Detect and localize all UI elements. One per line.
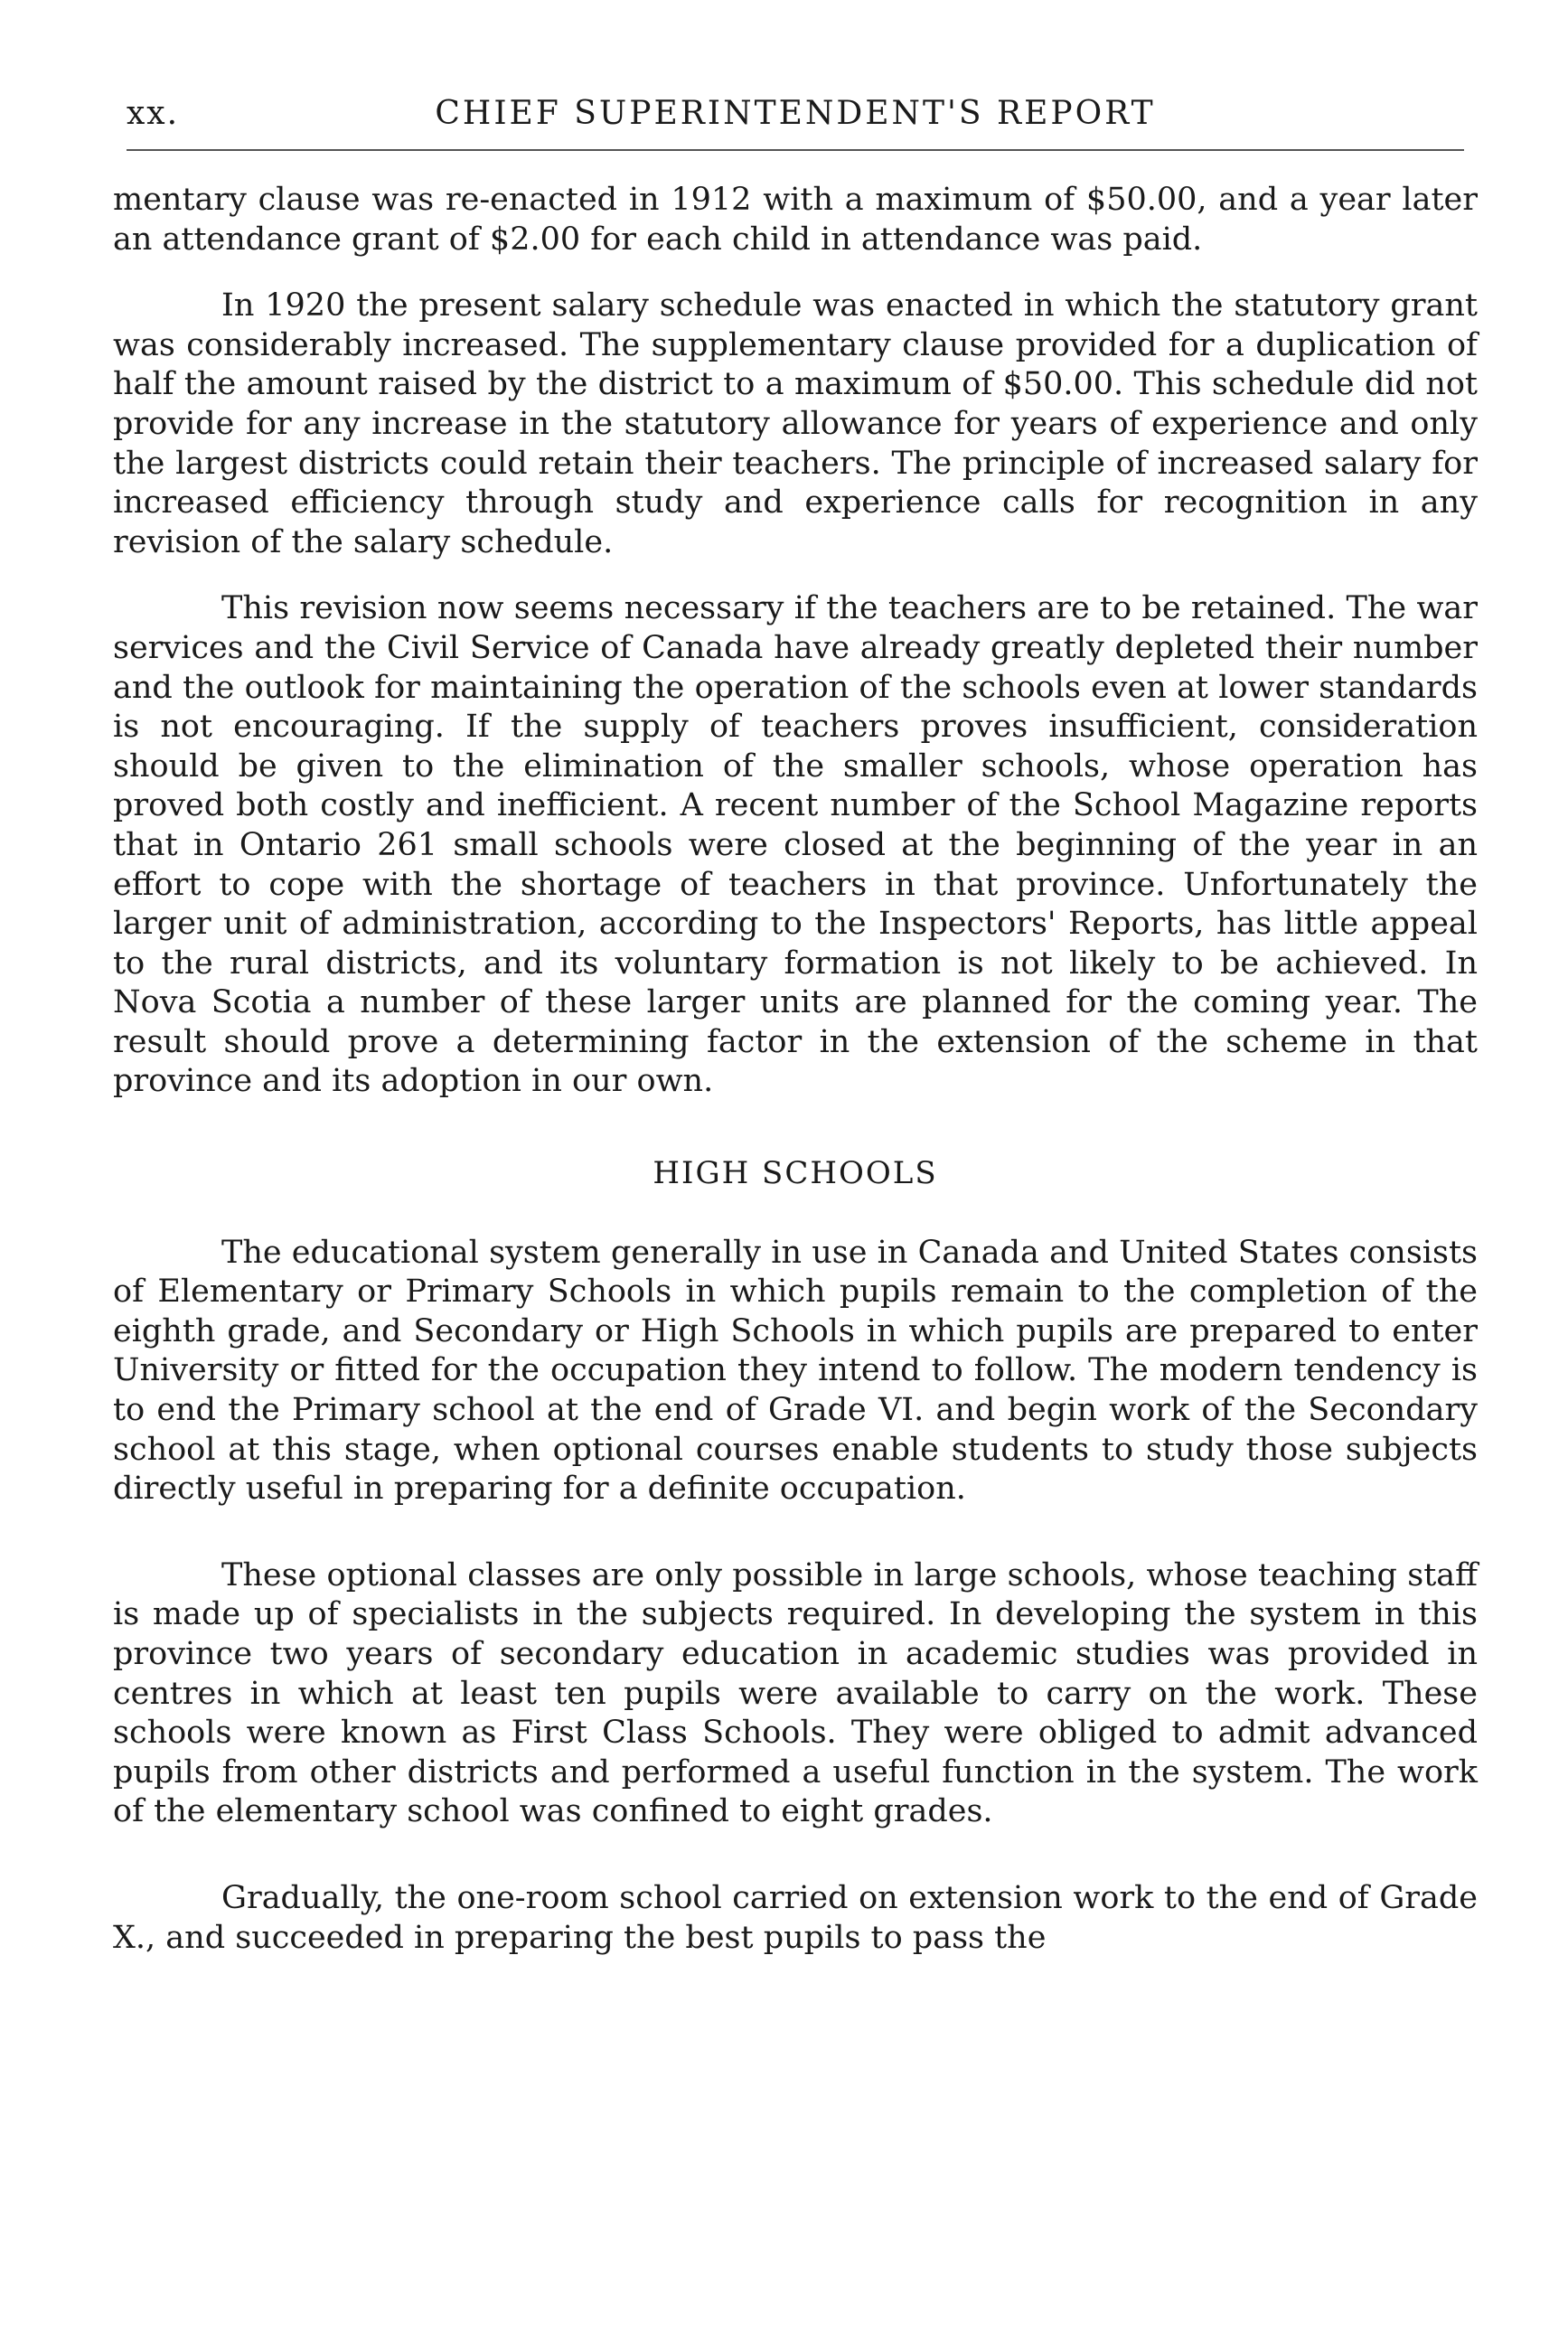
paragraph-educational-system: The educational system generally in use in Canada and United States consists of Elementary or Primary Schools in which pupils remain to the completion of the eighth grade, and Secondary or High Schools in which pupils are prepared to enter University or fitted for the occupation they intend to follow. The modern tendency is to end the Primary school at the end of Grade VI. and begin work of the Secondary school at this stage, when optional courses enable students to study those subjects directly useful in preparing for a definite occupation. bbox=[113, 1234, 1478, 1508]
running-title: CHIEF SUPERINTENDENT'S REPORT bbox=[435, 95, 1156, 132]
paragraph-optional-classes: These optional classes are only possible in large schools, whose teaching staff is made up of specialists in the subjects required. In developing the system in this province two years of secondary education in academic studies was provided in centres in which at least ten pupils were available to carry on the work. These schools were known as First Class Schools. They were obliged to admit advanced pupils from other districts and performed a useful function in the system. The work of the elementary school was confined to eight grades. bbox=[113, 1556, 1478, 1830]
section-heading: HIGH SCHOOLS bbox=[653, 1155, 938, 1192]
page-number: xx. bbox=[127, 95, 180, 132]
paragraph-salary-schedule: In 1920 the present salary schedule was enacted in which the statutory grant was considerably increased. The supplementary clause provided for a duplication of half the amount raised by the district to a maximum of $50.00. This schedule did not provide for any increase in the statutory allowance for years of experience and only the largest districts could retain their teachers. The principle of increased salary for increased efficiency through study and experience calls for recognition in any revision of the salary schedule. bbox=[113, 287, 1478, 560]
running-header bbox=[127, 95, 1464, 149]
paragraph-continuation: mentary clause was re-enacted in 1912 with a maximum of $50.00, and a year later an attendance grant of $2.00 for each child in attendance was paid. bbox=[113, 182, 1478, 258]
header-rule bbox=[127, 149, 1464, 151]
paragraph-revision: This revision now seems necessary if the teachers are to be retained. The war services and the Civil Service of Canada have already greatly depleted their number and the outlook for maintaining the operation of the schools even at lower standards is not encouraging. If the supply of teachers proves insufficient, consideration should be given to the elimination of the smaller schools, whose operation has proved both costly and inefficient. A recent number of the School Magazine reports that in Ontario 261 small schools were closed at the beginning of the year in an effort to cope with the shortage of teachers in that province. Unfortunately the larger unit of administration, according to the Inspectors' Reports, has little appeal to the rural districts, and its voluntary formation is not likely to be achieved. In Nova Scotia a number of these larger units are planned for the coming year. The result should prove a determining factor in the extension of the scheme in that province and its adoption in our own. bbox=[113, 590, 1478, 1100]
paragraph-one-room-school: Gradually, the one-room school carried on extension work to the end of Grade X., and succeeded in preparing the best pupils to pass the bbox=[113, 1879, 1478, 1956]
body-text bbox=[113, 181, 1478, 1958]
